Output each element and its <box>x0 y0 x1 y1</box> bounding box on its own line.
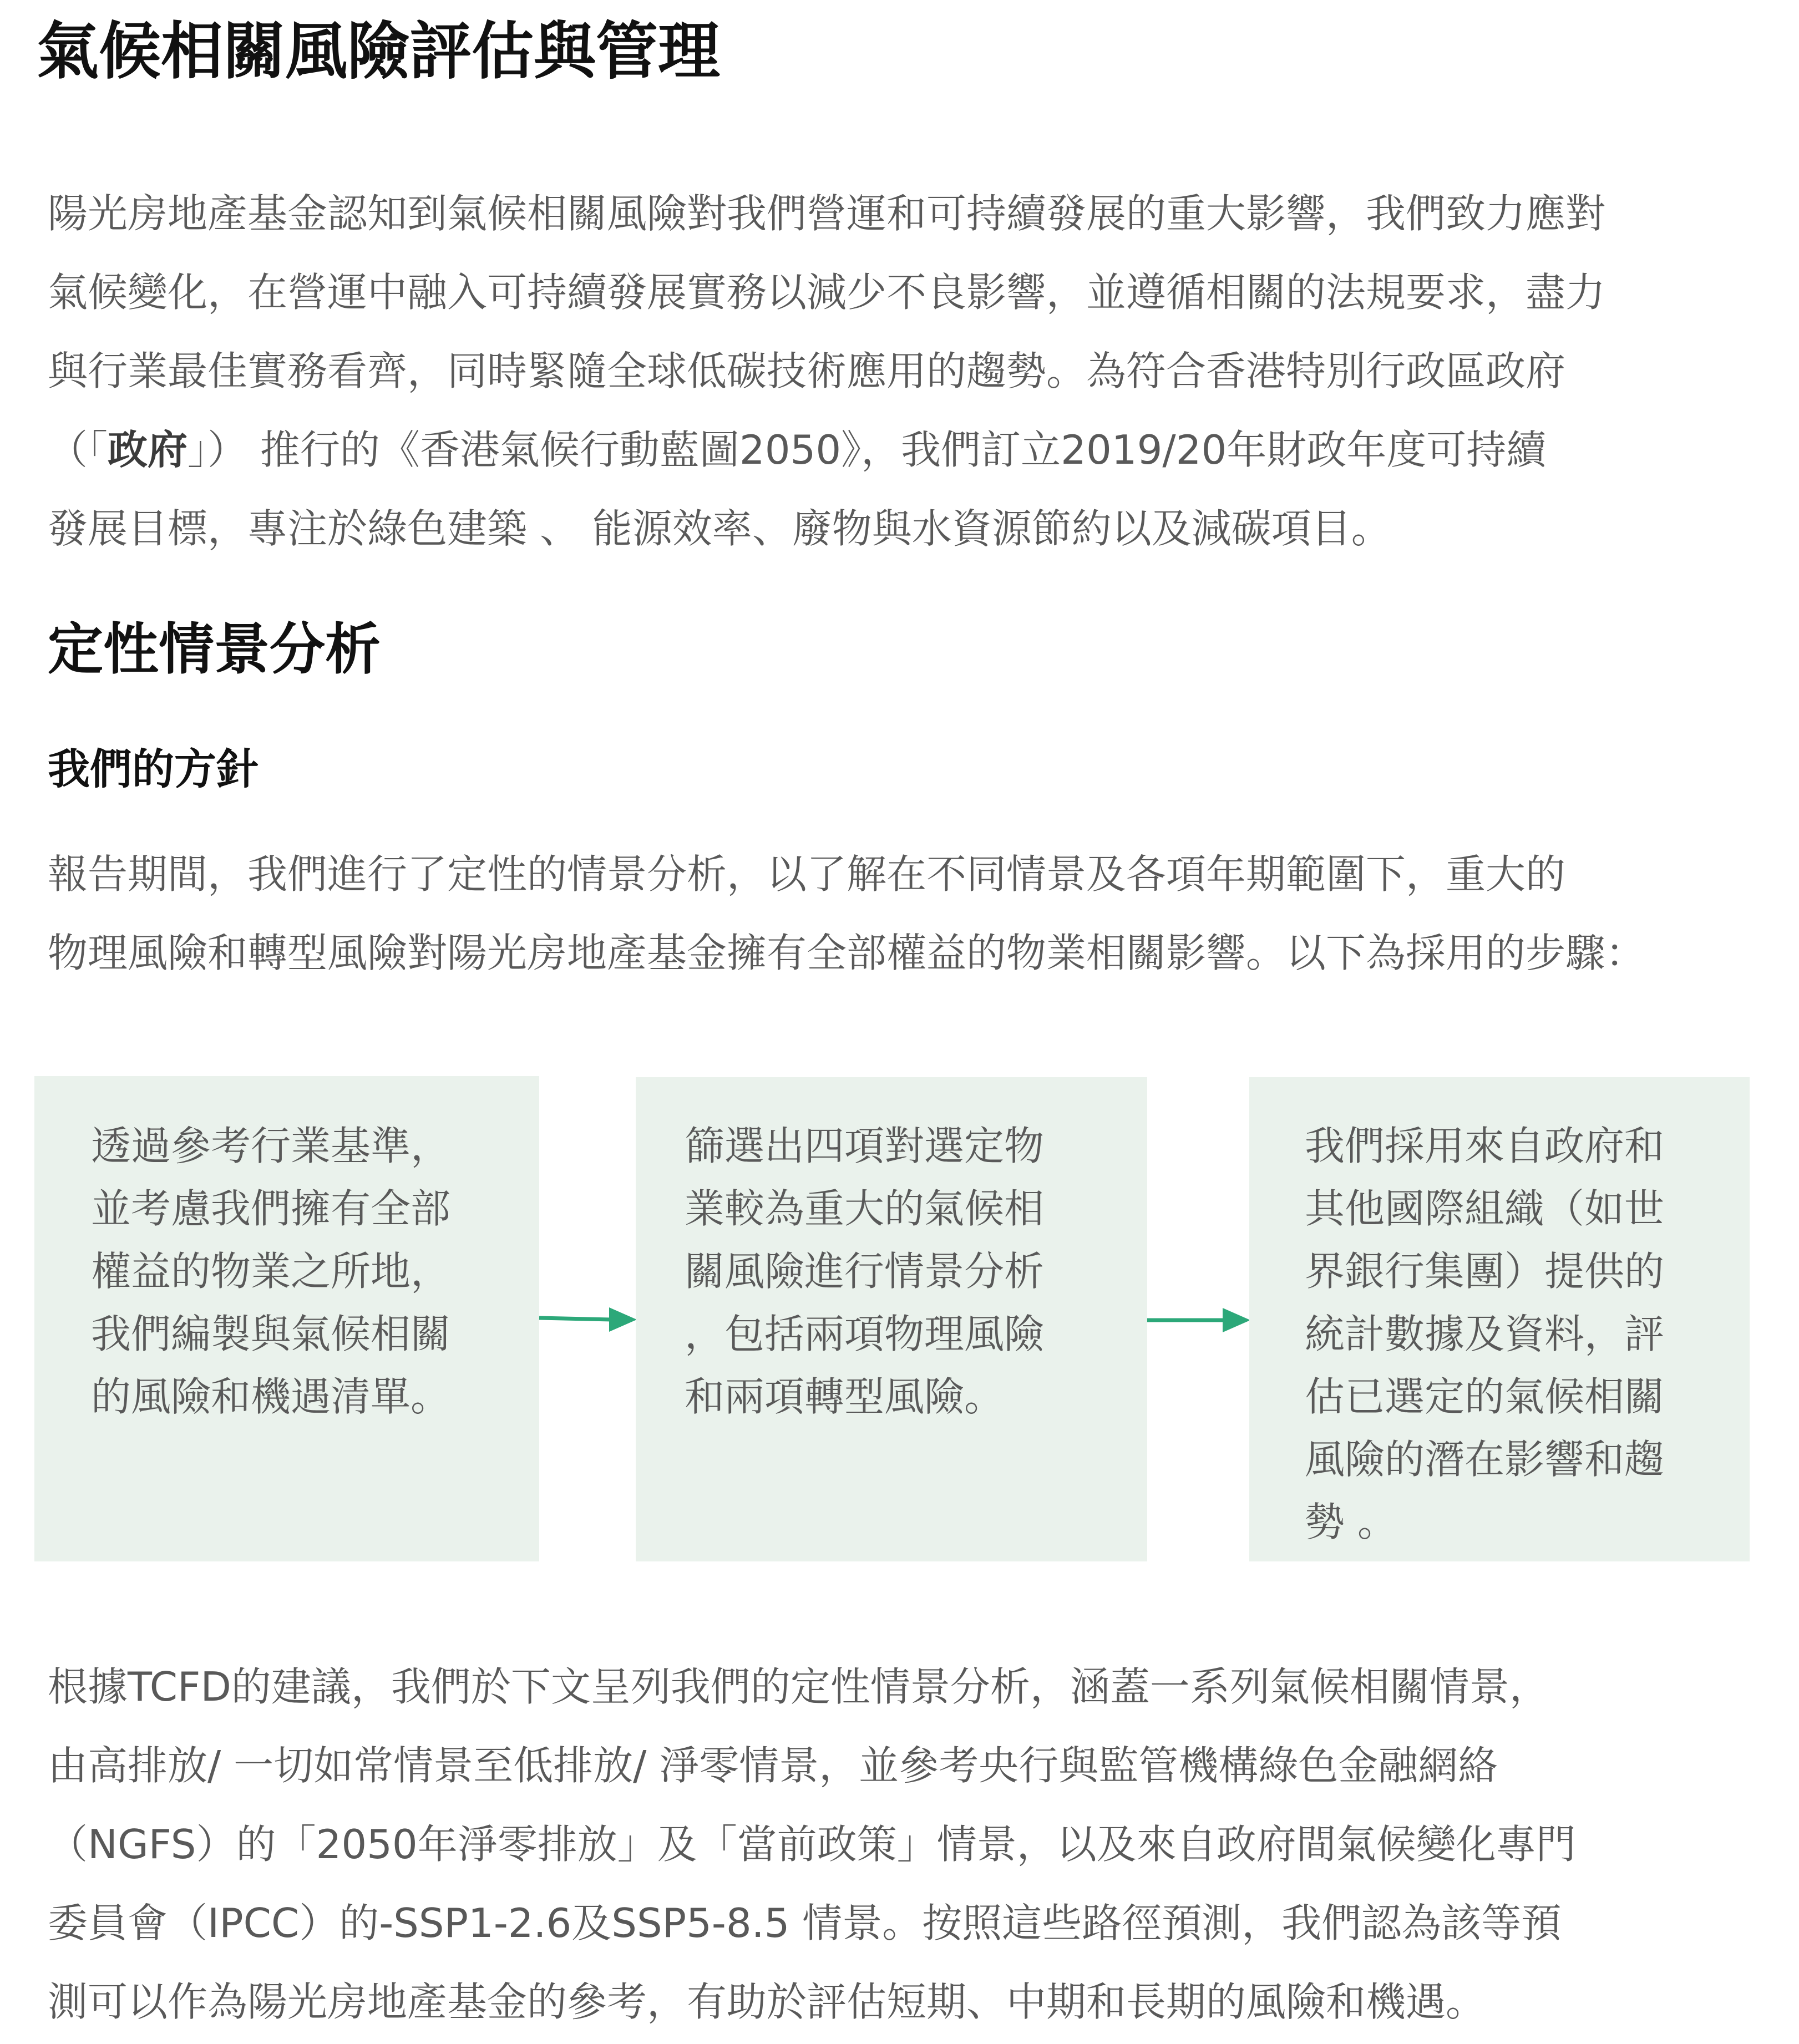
intro-line: 陽光房地產基金認知到氣候相關風險對我們營運和可持續發展的重大影響，我們致力應對 <box>48 190 1606 237</box>
step-line: 風險的潛在影響和趨 <box>1305 1436 1665 1483</box>
step-line: 估已選定的氣候相關 <box>1305 1373 1665 1420</box>
step-box-1 <box>34 1076 539 1561</box>
step-line: 並考慮我們擁有全部 <box>91 1185 451 1232</box>
arrow-shaft <box>539 1318 611 1320</box>
step-text <box>1305 1115 1664 1554</box>
step-line: 我們編製與氣候相關 <box>91 1311 451 1357</box>
intro-line-suffix: 」） 推行的《香港氣候行動藍圖2050》，我們訂立2019/20年財政年度可持續 <box>187 427 1547 473</box>
step-line: 權益的物業之所地， <box>91 1248 451 1295</box>
intro-line-prefix: （「 <box>48 427 108 473</box>
closing-line: 由高排放/ 一切如常情景至低排放/ 淨零情景，並參考央行與監管機構綠色金融網絡 <box>48 1742 1498 1789</box>
step-text <box>91 1115 450 1428</box>
approach-line: 物理風險和轉型風險對陽光房地產基金擁有全部權益的物業相關影響。以下為採用的步驟： <box>48 930 1646 976</box>
step-line: 界銀行集團）提供的 <box>1305 1248 1665 1295</box>
arrow-head <box>609 1307 637 1332</box>
intro-line <box>48 410 1605 489</box>
government-term: 政府 <box>108 427 188 473</box>
step-line: 其他國際組織（如世 <box>1305 1185 1665 1232</box>
step-box-2 <box>636 1077 1147 1561</box>
step-text <box>685 1115 1044 1428</box>
subsection-title: 我們的方針 <box>48 744 259 794</box>
approach-line: 報告期間，我們進行了定性的情景分析，以了解在不同情景及各項年期範圍下，重大的 <box>48 851 1566 897</box>
step-line: ，包括兩項物理風險 <box>685 1311 1045 1357</box>
step-line: 我們採用來自政府和 <box>1305 1123 1665 1169</box>
closing-line: （NGFS）的「2050年淨零排放」及「當前政策」情景，以及來自政府間氣候變化專門 <box>48 1821 1576 1868</box>
step-line: 業較為重大的氣候相 <box>685 1185 1045 1232</box>
step-line: 統計數據及資料，評 <box>1305 1311 1665 1357</box>
section-title: 定性情景分析 <box>48 616 381 682</box>
arrow-right-icon <box>539 1305 637 1332</box>
intro-line: 發展目標，專注於綠色建築 、 能源效率、廢物與水資源節約以及減碳項目。 <box>48 505 1391 552</box>
intro-line: 氣候變化，在營運中融入可持續發展實務以減少不良影響，並遵循相關的法規要求，盡力 <box>48 269 1606 316</box>
step-line: 和兩項轉型風險。 <box>685 1373 1005 1420</box>
step-line: 篩選出四項對選定物 <box>685 1123 1045 1169</box>
page-title: 氣候相關風險評估與管理 <box>37 15 720 88</box>
step-line: 關風險進行情景分析 <box>685 1248 1045 1295</box>
intro-paragraph <box>48 174 1605 568</box>
closing-line: 根據TCFD的建議，我們於下文呈列我們的定性情景分析，涵蓋一系列氣候相關情景， <box>48 1663 1549 1710</box>
closing-paragraph <box>48 1647 1576 2041</box>
step-line: 勢 。 <box>1305 1499 1397 1545</box>
arrow-head <box>1223 1308 1250 1332</box>
step-line: 透過參考行業基準， <box>91 1123 451 1169</box>
arrow-right-icon <box>1147 1306 1250 1334</box>
step-box-3 <box>1249 1077 1750 1561</box>
closing-line: 委員會（IPCC）的-SSP1-2.6及SSP5-8.5 情景。按照這些路徑預測，我們認為該等預 <box>48 1900 1562 1946</box>
intro-line: 與行業最佳實務看齊，同時緊隨全球低碳技術應用的趨勢。為符合香港特別行政區政府 <box>48 348 1566 394</box>
step-line: 的風險和機遇清單。 <box>91 1373 451 1420</box>
closing-line: 測可以作為陽光房地產基金的參考，有助於評估短期、中期和長期的風險和機遇。 <box>48 1979 1486 2025</box>
approach-paragraph <box>48 835 1645 992</box>
